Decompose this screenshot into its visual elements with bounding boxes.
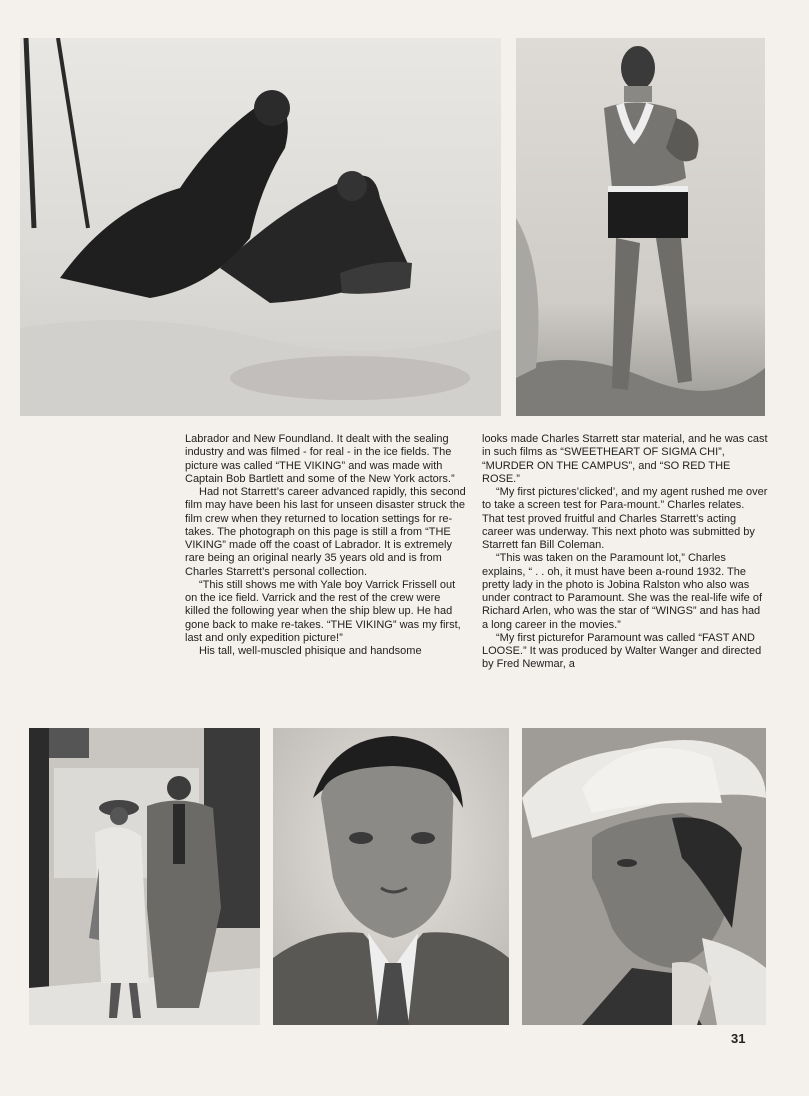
paragraph: “This was taken on the Paramount lot,” Charles explains, “ . . oh, it must have been a-round 1932. The pretty lady in the photo is Jobina Ralston who also was under contract to Paramount. She was the real-life wife of Richard Arlen, who was the star of “WINGS” and has had a long career in the movies.” <box>482 552 763 631</box>
swimsuit-photo-image <box>516 38 765 416</box>
portrait-photo-image <box>273 728 509 1025</box>
cowboy-photo <box>522 728 766 1025</box>
expedition-photo <box>20 38 501 416</box>
article-column-left <box>185 433 467 658</box>
page-number: 31 <box>731 1031 746 1046</box>
studio-lot-photo <box>29 728 260 1025</box>
article-column-right <box>482 433 768 672</box>
cowboy-photo-image <box>522 728 766 1025</box>
paragraph: “My first pictures’clicked’, and my agent rushed me over to take a screen test for Para-mount.” Charles relates. That test proved fruitful and Charles Starrett’s acting career was underway. This next photo was submitted by Starrett fan Bill Coleman. <box>482 486 768 551</box>
swimsuit-photo <box>516 38 765 416</box>
paragraph: looks made Charles Starrett star material, and he was cast in such films as “SWEETHEART OF SIGMA CHI”, “MURDER ON THE CAMPUS”, and “SO RED THE ROSE.” <box>482 433 768 485</box>
paragraph: “My first picturefor Paramount was called “FAST AND LOOSE.” It was produced by Walter Wanger and directed by Fred Newmar, a <box>482 631 762 671</box>
paragraph: Had not Starrett’s career advanced rapidly, this second film may have been his last for unseen disaster struck the film crew when they returned to location settings for re-takes. The photograph on this page is still a from “THE VIKING” made off the coast of Labrador. It is extremely rare being an original nearly 35 years old and is from Charles Starrett’s personal collection. <box>185 486 466 578</box>
studio-lot-photo-image <box>29 728 260 1025</box>
expedition-photo-image <box>20 38 501 416</box>
paragraph: His tall, well-muscled phisique and handsome <box>199 645 422 657</box>
portrait-photo <box>273 728 509 1025</box>
paragraph: Labrador and New Foundland. It dealt with the sealing industry and was filmed - for real - in the ice fields. The picture was called “THE VIKING” and was made with Captain Bob Bartlett and some of the New York actors.” <box>185 433 455 485</box>
paragraph: “This still shows me with Yale boy Varrick Frissell out on the ice field. Varrick and the rest of the crew were killed the following year when the ship blew up. He had gone back to make re-takes. “THE VIKING” was my first, last and only expedition picture!” <box>185 578 461 644</box>
